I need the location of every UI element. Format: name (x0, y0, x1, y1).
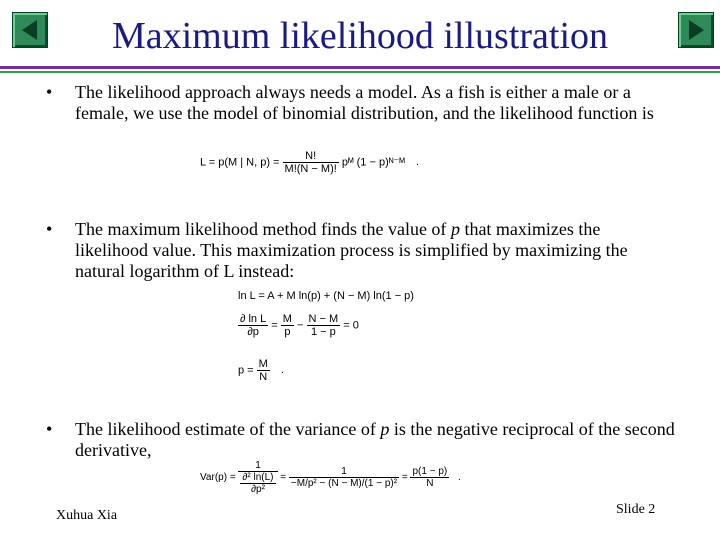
title-divider-top (0, 66, 720, 69)
term1-num: M (282, 313, 292, 325)
variance-lhs: Var(p) = (200, 472, 236, 484)
equals-sign: = (280, 472, 287, 484)
likelihood-period: . (415, 156, 420, 169)
second-derivative (240, 472, 275, 495)
bullet-text-3 (75, 419, 675, 461)
bullet-2-text-a: The maximum likelihood method finds the value of (75, 219, 451, 239)
derivative-term-2 (307, 313, 341, 338)
footer-author: Xuhua Xia (56, 508, 118, 523)
derivative-equation (238, 313, 359, 338)
equals-sign: = (271, 319, 278, 332)
derivative-lhs (238, 313, 268, 338)
bullet-marker: • (46, 82, 53, 102)
bullet-text-2 (75, 219, 675, 282)
equals-sign: = (401, 472, 408, 484)
estimate-lhs: p = (238, 364, 254, 377)
minus-sign: − (297, 319, 304, 332)
likelihood-fraction (283, 150, 339, 175)
variance-f2-num: 1 (289, 466, 399, 478)
derivative-term-1 (281, 313, 294, 338)
derivative-lhs-num: ∂ ln L (240, 313, 267, 325)
variance-fraction-2 (289, 466, 399, 489)
term2-den: 1 − p (310, 326, 336, 338)
bullet-3-text-b: is the negative reciprocal of the second derivative, (75, 419, 675, 460)
variance-fraction-1 (238, 460, 277, 495)
derivative-lhs-den: ∂p (247, 326, 259, 338)
bullet-marker: • (46, 419, 53, 439)
estimate-equation (238, 358, 284, 383)
bullet-3-text-a: The likelihood estimate of the variance of (75, 419, 381, 439)
variance-f2-den: −M/p² − (N − M)/(1 − p)² (290, 478, 398, 489)
bullet-2-text-b: that maximizes the likelihood value. This maximization process is simplified by maximizing the natural logarithm of L instead: (75, 219, 628, 281)
second-derivative-den: ∂p² (251, 484, 265, 495)
estimate-fraction (257, 358, 270, 383)
variable-p: p (450, 219, 460, 239)
variance-period: . (458, 472, 461, 484)
likelihood-rhs: pᴹ (1 − p)ᴺ⁻ᴹ (341, 156, 405, 169)
variance-f1-den (238, 472, 277, 495)
title-divider-bottom (0, 71, 720, 73)
log-likelihood-equation: ln L = A + M ln(p) + (N − M) ln(1 − p) (238, 290, 414, 302)
variance-f3-num: p(1 − p) (412, 466, 448, 477)
term1-den: p (284, 326, 291, 338)
equals-zero: = 0 (343, 319, 359, 332)
bullet-text-1: The likelihood approach always needs a model. As a fish is either a male or a female, we use the model of binomial distribution, and the likelihood function is (75, 82, 654, 123)
estimate-num: M (258, 358, 268, 370)
likelihood-numerator: N! (283, 150, 339, 163)
likelihood-equation (200, 150, 419, 175)
estimate-period: . (280, 364, 284, 377)
second-derivative-num: ∂² ln(L) (242, 472, 274, 483)
variable-p: p (380, 419, 390, 439)
variance-f3-den: N (426, 478, 434, 489)
likelihood-lhs: L = p(M | N, p) = (200, 156, 280, 169)
variance-f1-num: 1 (238, 460, 277, 472)
variance-fraction-3 (410, 466, 449, 489)
variance-equation (200, 460, 461, 495)
slide-title: Maximum likelihood illustration (111, 15, 609, 57)
likelihood-denominator: M!(N − M)! (284, 163, 337, 175)
estimate-den: N (259, 371, 268, 383)
bullet-marker: • (46, 219, 53, 239)
term2-num: N − M (308, 313, 339, 325)
slide-number: Slide 2 (616, 502, 656, 517)
